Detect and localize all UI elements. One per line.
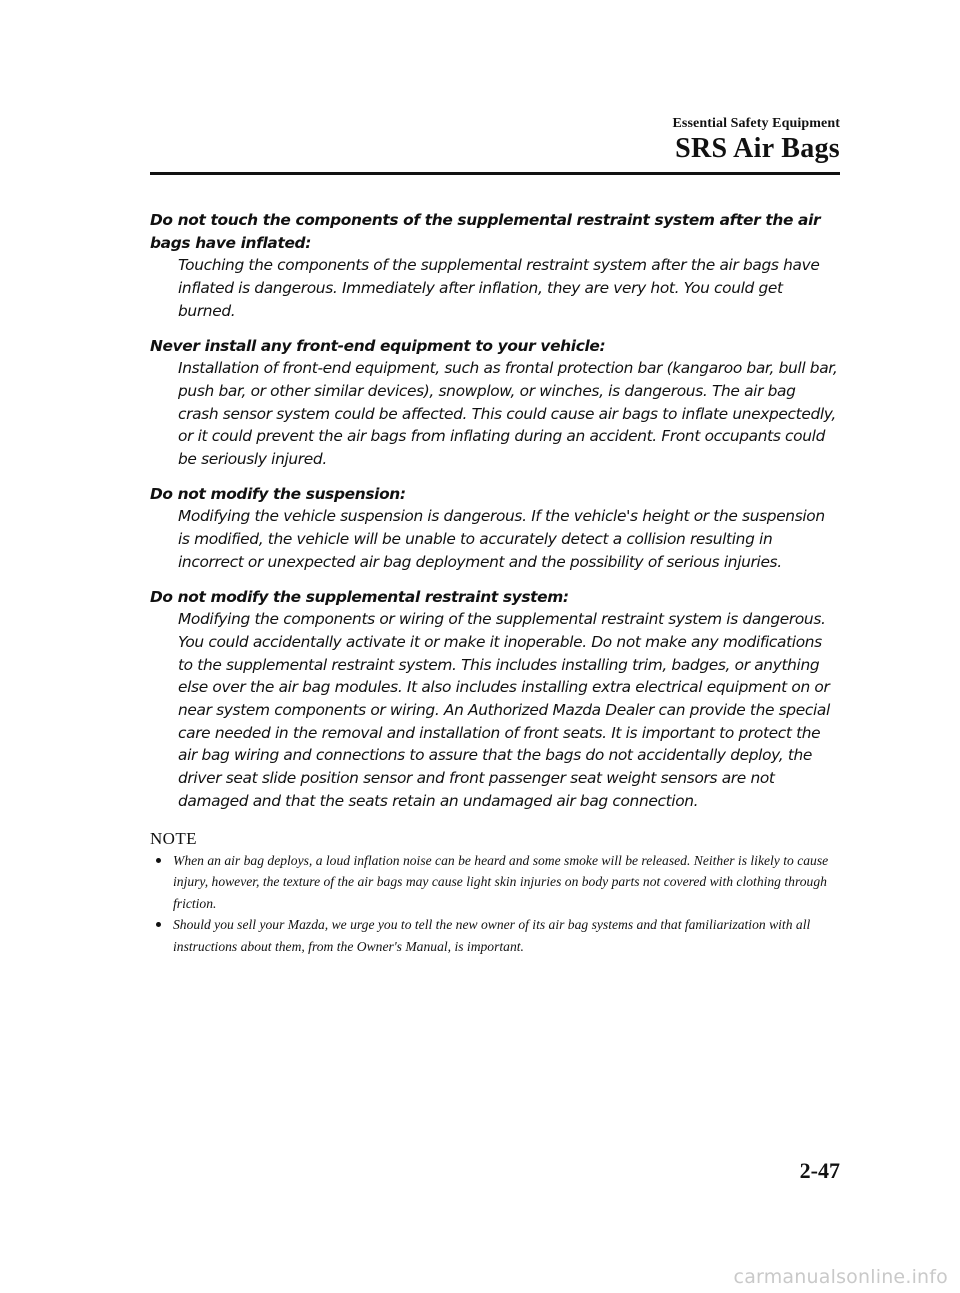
warning-body: Installation of front-end equipment, such as frontal protection bar (kangaroo bar, bull bar, push bar, or other similar devices), snowplow, or winches, is dangerous. The air bag crash sensor system could be affected. This could cause air bags to inflate unexpectedly, or it could prevent the air bags from inflating during an accident. Front occupants could be seriously injured. (178, 359, 838, 469)
warning-item (150, 483, 840, 574)
note-text: Should you sell your Mazda, we urge you to tell the new owner of its air bag systems and that familiarization with all instructions about them, from the Owner's Manual, is important. (173, 917, 811, 954)
note-heading: NOTE (150, 829, 197, 848)
bullet-icon (156, 922, 161, 927)
page-title: SRS Air Bags (675, 133, 840, 164)
note-text: When an air bag deploys, a loud inflation noise can be heard and some smoke will be released. Neither is likely to cause injury, however, the texture of the air bags may cause light skin injuries on body parts not covered with clothing through friction. (173, 853, 829, 911)
warning-item (150, 586, 840, 813)
header-divider (150, 172, 840, 175)
warning-list (150, 209, 840, 825)
warning-body: Modifying the vehicle suspension is dangerous. If the vehicle's height or the suspension is modified, the vehicle will be unable to accurately detect a collision resulting in incorrect or unexpected air bag deployment and the possibility of serious injuries. (178, 507, 825, 571)
warning-heading: Do not touch the components of the supplemental restraint system after the air bags have inflated: (150, 211, 821, 252)
note-item (150, 914, 850, 957)
section-label: Essential Safety Equipment (672, 116, 840, 131)
note-list (150, 850, 850, 957)
warning-heading: Do not modify the suspension: (150, 484, 406, 503)
warning-body: Modifying the components or wiring of the supplemental restraint system is dangerous. You could accidentally activate it or make it inoperable. Do not make any modifications to the supplemental restraint system. This includes installing trim, badges, or anything else over the air bag modules. It also includes installing extra electrical equipment on or near system components or wiring. An Authorized Mazda Dealer can provide the special care needed in the removal and installation of front seats. It is important to protect the air bag wiring and connections to assure that the bags do not accidentally deploy, the driver seat slide position sensor and front passenger seat weight sensors are not damaged and that the seats retain an undamaged air bag connection. (178, 610, 830, 810)
warning-item (150, 335, 840, 471)
warning-heading: Never install any front-end equipment to your vehicle: (150, 336, 606, 355)
note-item (150, 850, 850, 914)
page-number: 2-47 (799, 1158, 840, 1183)
warning-item (150, 209, 840, 323)
warning-heading: Do not modify the supplemental restraint system: (150, 587, 569, 606)
watermark-link[interactable]: carmanualsonline.info (733, 1266, 948, 1288)
bullet-icon (156, 858, 161, 863)
warning-body: Touching the components of the supplemental restraint system after the air bags have inflated is dangerous. Immediately after inflation, they are very hot. You could get burned. (178, 256, 820, 320)
